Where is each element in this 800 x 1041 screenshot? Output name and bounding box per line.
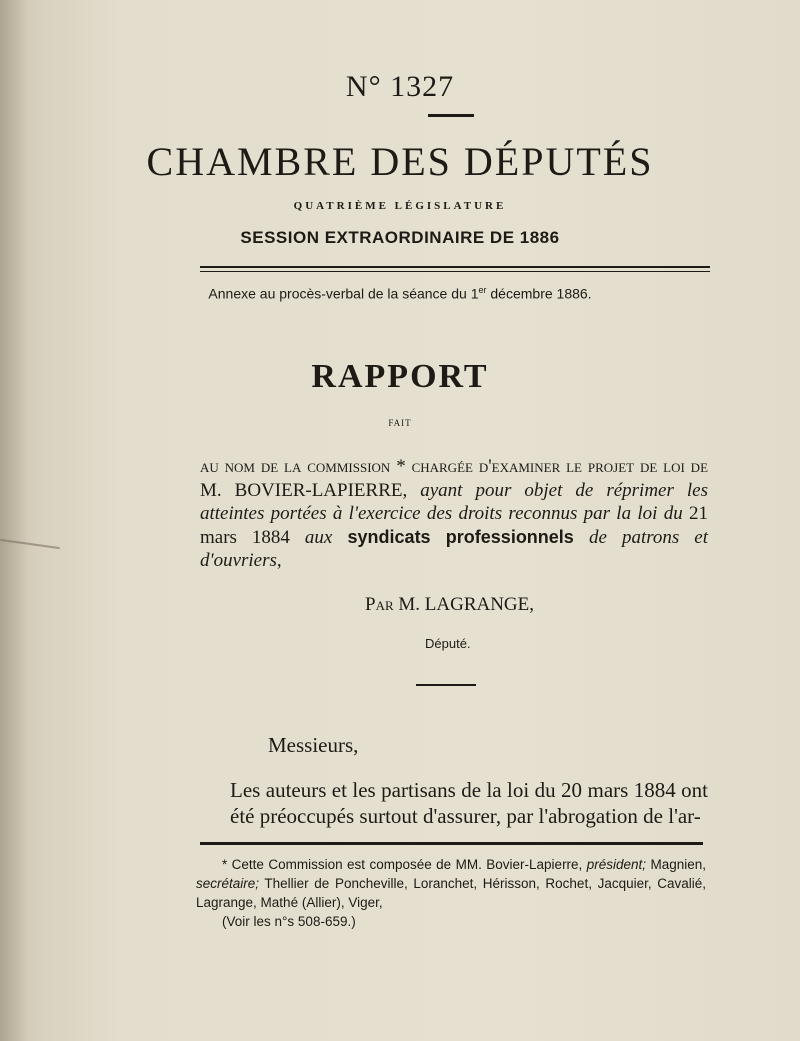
object-part: * chargée d'examiner le projet de loi de — [390, 456, 709, 477]
body-paragraph: Les auteurs et les partisans de la loi du 20 mars 1884 ont été préoccupés surtout d'assurer, par l'abrogation de l'ar- — [230, 778, 708, 828]
object-part: syndicats professionnels — [332, 526, 590, 547]
footnote-part: * Cette Commission est composée de MM. Bovier-Lapierre, — [222, 857, 587, 872]
footnote-part: Thellier de Poncheville, Loranchet, Hérisson, Rochet, Jacquier, Cavalié, Lagrange, Mathé (Allier), Viger, — [196, 876, 706, 910]
salutation: Messieurs, — [268, 733, 359, 757]
footnote — [196, 855, 706, 931]
report-title: RAPPORT — [311, 358, 489, 395]
object-part: , — [276, 550, 282, 571]
footnote-part: président; — [586, 857, 647, 872]
footnote-part: Magnien, — [646, 857, 706, 872]
annexe-date: décembre 1886. — [486, 285, 592, 302]
annexe-line — [0, 285, 800, 302]
author-role: Député. — [425, 636, 471, 651]
object-part: de patrons et d'ouvriers — [200, 526, 708, 571]
header-double-rule — [200, 266, 710, 272]
footnote-rule — [200, 842, 703, 845]
footnote-part: secrétaire; — [196, 876, 260, 891]
object-deputy: M. BOVIER-LAPIERRE, — [200, 479, 421, 501]
session-label: SESSION EXTRAORDINAIRE DE 1886 — [240, 228, 560, 247]
short-rule-top — [428, 114, 474, 117]
annexe-superscript: er — [478, 285, 487, 295]
document-number: N° 1327 — [345, 70, 455, 103]
object-part: ayant pour objet de réprimer les atteintes portées à l'exercice des droits reconnus par la loi du — [200, 479, 708, 524]
report-object — [200, 455, 708, 573]
legislature-label: QUATRIÈME LÉGISLATURE — [293, 200, 507, 212]
footnote-reference: (Voir les n°s 508-659.) — [222, 914, 356, 929]
short-rule-middle — [416, 684, 476, 686]
footnote-body — [196, 855, 706, 912]
author-line: Par M. LAGRANGE, — [365, 594, 535, 615]
object-part: au nom de la commission — [200, 456, 391, 477]
object-date: 21 mars 1884 — [200, 503, 708, 548]
object-part: aux — [304, 526, 333, 548]
fait-label: FAIT — [388, 418, 412, 428]
chamber-title: CHAMBRE DES DÉPUTÉS — [146, 139, 654, 184]
annexe-text: Annexe au procès-verbal de la séance du 1 — [208, 285, 479, 302]
